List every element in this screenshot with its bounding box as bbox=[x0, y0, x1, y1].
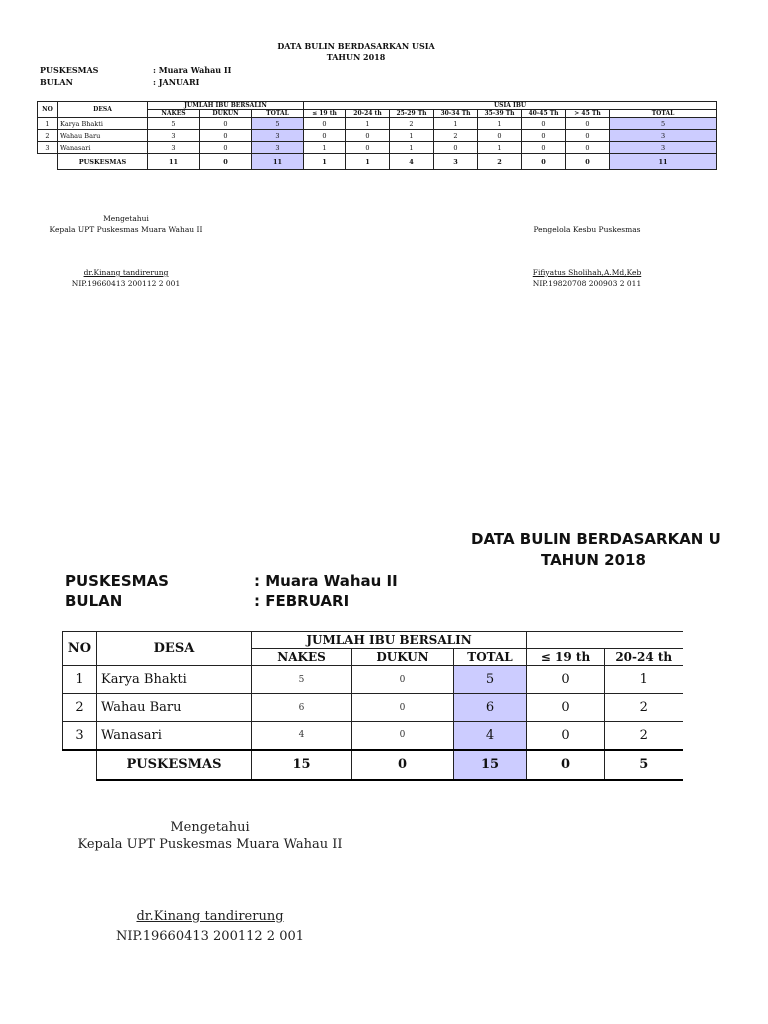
cell-desa: Wahau Baru bbox=[97, 694, 252, 722]
cell-age: 0 bbox=[346, 142, 390, 154]
summary-age-total: 11 bbox=[610, 154, 717, 170]
sheet1-bulan-value: : JANUARI bbox=[153, 77, 200, 87]
cell-total: 4 bbox=[454, 722, 527, 750]
sheet1-sig-left-nip: NIP.19660413 200112 2 001 bbox=[71, 279, 181, 288]
cell-age: 0 bbox=[304, 130, 346, 142]
cell-no: 2 bbox=[38, 130, 58, 142]
sheet2-bulan-value: : FEBRUARI bbox=[254, 592, 350, 610]
sheet2-puskesmas-value: : Muara Wahau II bbox=[254, 572, 398, 590]
table-row bbox=[63, 666, 683, 694]
col-age-1: 20-24 th bbox=[346, 110, 390, 118]
cell-dukun: 0 bbox=[352, 694, 454, 722]
sheet1-bulan-label: BULAN bbox=[40, 77, 73, 87]
cell-age: 0 bbox=[527, 694, 605, 722]
col-no: NO bbox=[38, 102, 58, 118]
sheet1-sig-left-line2: Kepala UPT Puskesmas Muara Wahau II bbox=[49, 225, 203, 234]
cell-no: 1 bbox=[63, 666, 97, 694]
sheet2-sig-left-line2: Kepala UPT Puskesmas Muara Wahau II bbox=[77, 837, 343, 852]
cell-age: 0 bbox=[522, 130, 566, 142]
cell-total: 5 bbox=[454, 666, 527, 694]
cell-no: 2 bbox=[63, 694, 97, 722]
sheet2-table bbox=[62, 631, 683, 781]
col-desa: DESA bbox=[97, 632, 252, 666]
summary-age: 2 bbox=[478, 154, 522, 170]
cell-age: 0 bbox=[527, 722, 605, 750]
sheet1-table bbox=[37, 101, 717, 170]
col-dukun: DUKUN bbox=[200, 110, 252, 118]
cell-age: 1 bbox=[304, 142, 346, 154]
sheet1-year: TAHUN 2018 bbox=[326, 52, 386, 62]
cell-age: 1 bbox=[346, 118, 390, 130]
sheet2-bulan-label: BULAN bbox=[65, 592, 123, 610]
cell-nakes: 3 bbox=[148, 142, 200, 154]
cell-nakes: 4 bbox=[252, 722, 352, 750]
cell-desa: Karya Bhakti bbox=[97, 666, 252, 694]
summary-nakes: 11 bbox=[148, 154, 200, 170]
col-age-2: 25-29 Th bbox=[390, 110, 434, 118]
cell-age: 1 bbox=[434, 118, 478, 130]
col-no: NO bbox=[63, 632, 97, 666]
cell-age: 0 bbox=[478, 130, 522, 142]
sheet1-sig-right-line1: Pengelola Kesbu Puskesmas bbox=[533, 225, 641, 234]
cell-age: 2 bbox=[605, 694, 683, 722]
cell-dukun: 0 bbox=[200, 118, 252, 130]
col-age-4: 35-39 Th bbox=[478, 110, 522, 118]
summary-nakes: 15 bbox=[252, 750, 352, 780]
cell-age: 2 bbox=[434, 130, 478, 142]
summary-row bbox=[63, 750, 683, 780]
cell-total: 3 bbox=[252, 130, 304, 142]
summary-row bbox=[38, 154, 717, 170]
cell-age: 0 bbox=[522, 118, 566, 130]
col-group-usia: USIA IBU bbox=[304, 102, 717, 110]
cell-total: 5 bbox=[252, 118, 304, 130]
cell-age: 1 bbox=[605, 666, 683, 694]
summary-age: 0 bbox=[527, 750, 605, 780]
cell-age: 0 bbox=[566, 142, 610, 154]
cell-desa: Wanasari bbox=[58, 142, 148, 154]
table-row bbox=[38, 142, 717, 154]
table-row bbox=[63, 722, 683, 750]
cell-age: 2 bbox=[605, 722, 683, 750]
col-age-6: > 45 Th bbox=[566, 110, 610, 118]
cell-age-total: 5 bbox=[610, 118, 717, 130]
cell-age: 2 bbox=[390, 118, 434, 130]
col-desa: DESA bbox=[58, 102, 148, 118]
col-nakes: NAKES bbox=[148, 110, 200, 118]
summary-age: 4 bbox=[390, 154, 434, 170]
sheet1-puskesmas-value: : Muara Wahau II bbox=[153, 65, 232, 75]
cell-desa: Wahau Baru bbox=[58, 130, 148, 142]
sheet1-sig-left-name: dr.Kinang tandirerung bbox=[83, 268, 169, 277]
cell-nakes: 3 bbox=[148, 130, 200, 142]
cell-dukun: 0 bbox=[200, 130, 252, 142]
sheet1-title: DATA BULIN BERDASARKAN USIA bbox=[277, 41, 435, 51]
col-group-usia-cropped bbox=[527, 632, 683, 649]
col-nakes: NAKES bbox=[252, 649, 352, 666]
cell-no: 1 bbox=[38, 118, 58, 130]
cell-dukun: 0 bbox=[200, 142, 252, 154]
cell-age: 1 bbox=[478, 142, 522, 154]
sheet2-title: DATA BULIN BERDASARKAN U bbox=[471, 530, 721, 548]
sheet2-sig-left-name: dr.Kinang tandirerung bbox=[136, 909, 284, 924]
col-age-total: TOTAL bbox=[610, 110, 717, 118]
cell-nakes: 5 bbox=[252, 666, 352, 694]
summary-total: 15 bbox=[454, 750, 527, 780]
col-age-0: ≤ 19 th bbox=[304, 110, 346, 118]
cell-nakes: 5 bbox=[148, 118, 200, 130]
cell-age: 0 bbox=[434, 142, 478, 154]
summary-spacer bbox=[63, 750, 97, 780]
cell-age: 1 bbox=[390, 142, 434, 154]
summary-dukun: 0 bbox=[200, 154, 252, 170]
col-age-5: 40-45 Th bbox=[522, 110, 566, 118]
cell-age: 0 bbox=[522, 142, 566, 154]
cell-total: 3 bbox=[252, 142, 304, 154]
summary-age: 1 bbox=[304, 154, 346, 170]
col-group-jumlah: JUMLAH IBU BERSALIN bbox=[252, 632, 527, 649]
summary-label: PUSKESMAS bbox=[58, 154, 148, 170]
cell-age: 0 bbox=[346, 130, 390, 142]
col-age-1: 20-24 th bbox=[605, 649, 683, 666]
cell-no: 3 bbox=[63, 722, 97, 750]
sheet1-sig-left-line1: Mengetahui bbox=[103, 214, 149, 223]
cell-age-total: 3 bbox=[610, 142, 717, 154]
sheet1-sig-right-name: Fifiyatus Sholihah,A.Md,Keb bbox=[532, 268, 642, 277]
summary-age: 1 bbox=[346, 154, 390, 170]
sheet2-sig-left-line1: Mengetahui bbox=[170, 820, 250, 835]
col-age-0: ≤ 19 th bbox=[527, 649, 605, 666]
cell-age: 1 bbox=[478, 118, 522, 130]
col-group-jumlah: JUMLAH IBU BERSALIN bbox=[148, 102, 304, 110]
cell-age: 0 bbox=[566, 130, 610, 142]
table-row bbox=[38, 130, 717, 142]
summary-age: 3 bbox=[434, 154, 478, 170]
sheet2-puskesmas-label: PUSKESMAS bbox=[65, 572, 169, 590]
summary-age: 0 bbox=[522, 154, 566, 170]
col-dukun: DUKUN bbox=[352, 649, 454, 666]
summary-age: 5 bbox=[605, 750, 683, 780]
cell-desa: Karya Bhakti bbox=[58, 118, 148, 130]
cell-desa: Wanasari bbox=[97, 722, 252, 750]
col-total: TOTAL bbox=[454, 649, 527, 666]
cell-dukun: 0 bbox=[352, 722, 454, 750]
cell-no: 3 bbox=[38, 142, 58, 154]
summary-spacer bbox=[38, 154, 58, 170]
sheet1-puskesmas-label: PUSKESMAS bbox=[40, 65, 99, 75]
summary-label: PUSKESMAS bbox=[97, 750, 252, 780]
cell-nakes: 6 bbox=[252, 694, 352, 722]
summary-dukun: 0 bbox=[352, 750, 454, 780]
col-total: TOTAL bbox=[252, 110, 304, 118]
summary-age: 0 bbox=[566, 154, 610, 170]
summary-total: 11 bbox=[252, 154, 304, 170]
cell-total: 6 bbox=[454, 694, 527, 722]
cell-age: 1 bbox=[390, 130, 434, 142]
table-row bbox=[63, 694, 683, 722]
table-row bbox=[38, 118, 717, 130]
sheet2-year: TAHUN 2018 bbox=[541, 551, 646, 569]
cell-age: 0 bbox=[304, 118, 346, 130]
cell-age: 0 bbox=[527, 666, 605, 694]
cell-age: 0 bbox=[566, 118, 610, 130]
col-age-3: 30-34 Th bbox=[434, 110, 478, 118]
cell-dukun: 0 bbox=[352, 666, 454, 694]
cell-age-total: 3 bbox=[610, 130, 717, 142]
sheet2-sig-left-nip: NIP.19660413 200112 2 001 bbox=[115, 929, 305, 944]
sheet1-sig-right-nip: NIP.19820708 200903 2 011 bbox=[532, 279, 642, 288]
